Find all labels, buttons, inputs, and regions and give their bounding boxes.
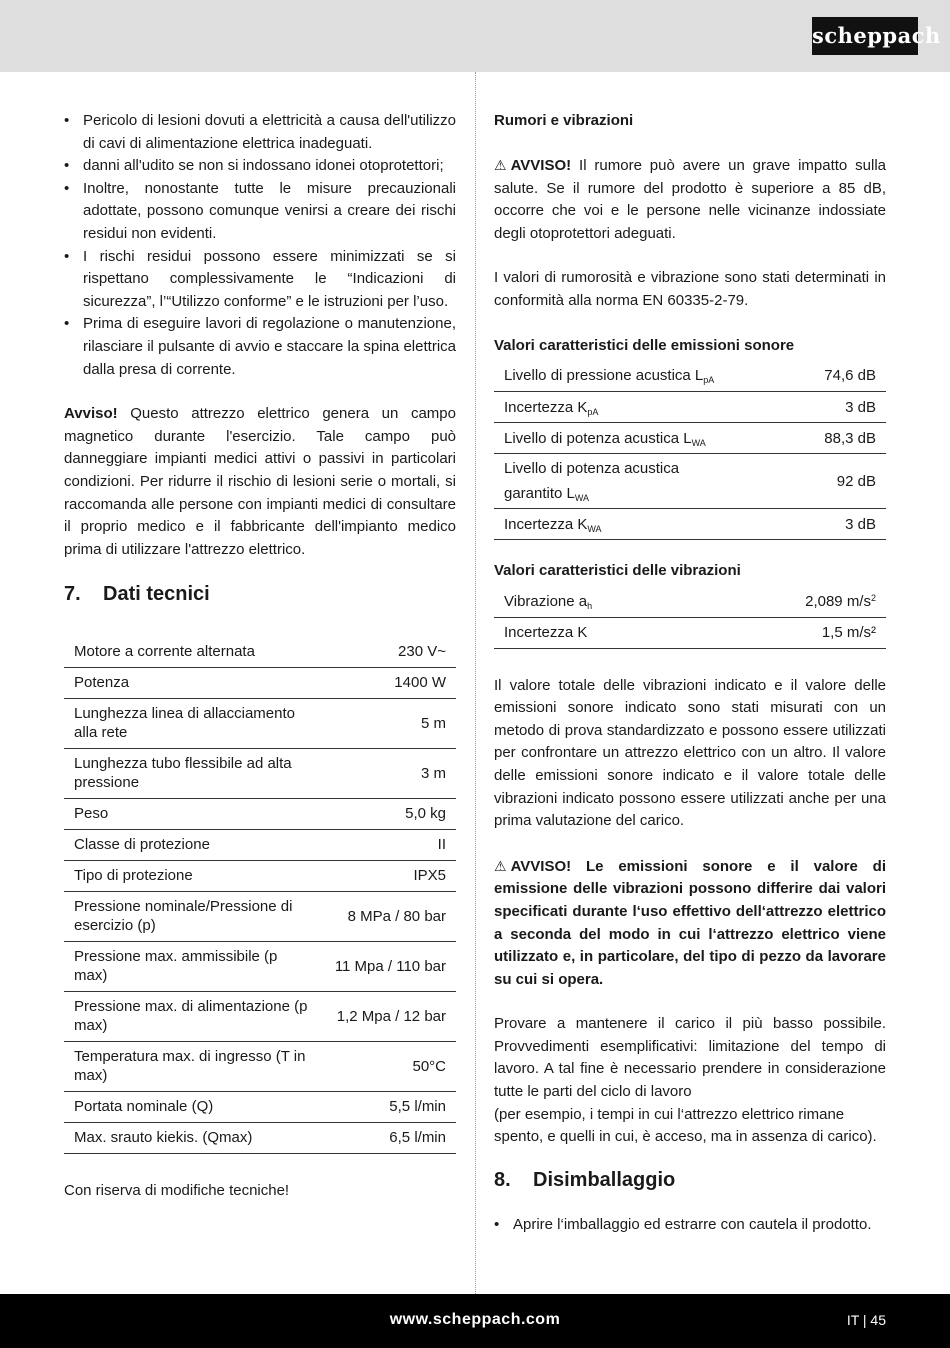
warning-triangle-icon: ⚠ — [494, 857, 507, 874]
table-row — [64, 1041, 456, 1091]
table-row — [494, 509, 886, 540]
vibration-value: 1,5 m/s² — [707, 617, 886, 648]
vibration-table — [494, 586, 886, 649]
spec-value: 1,2 Mpa / 12 bar — [325, 991, 456, 1041]
warning-label: AVVISO! — [510, 157, 572, 174]
technical-changes-note: Con riserva di modifiche tecniche! — [64, 1181, 290, 1199]
sound-value: 88,3 dB — [793, 423, 886, 454]
spec-label: Portata nominale (Q) — [64, 1091, 325, 1122]
sound-value: 3 dB — [793, 509, 886, 540]
spec-value: IPX5 — [325, 860, 456, 891]
column-divider — [475, 72, 476, 1294]
section-7-heading — [64, 583, 456, 606]
vibration-label: Vibrazione $a_h$ — [494, 586, 707, 617]
spec-value: II — [325, 829, 456, 860]
sound-label: Livello di potenza acustica garantito $L_{WA}$ — [494, 454, 793, 509]
sound-emission-table — [494, 361, 886, 541]
table-row — [64, 748, 456, 798]
section-number: 8. — [494, 1168, 511, 1191]
spec-label: Lunghezza linea di allacciamento alla rete — [64, 698, 325, 748]
spec-label: Pressione max. ammissibile (p max) — [64, 941, 325, 991]
table-row — [494, 617, 886, 648]
vibration-value: 2,089 $m/s^2$ — [707, 586, 886, 617]
vibration-label: Incertezza K — [494, 617, 707, 648]
warning-text: Il rumore può avere un grave impatto sulla salute. Se il rumore del prodotto è superiore a 85 dB, occorre che voi e le persone nelle vicinanze indossiate degli otoprotettori adeguati. — [494, 157, 886, 242]
table-row — [64, 798, 456, 829]
list-item: • Prima di eseguire lavori di regolazione o manutenzione, rilasciare il pulsante di avvio e staccare la spina elettrica dalla presa di corrente. — [64, 313, 456, 381]
table-row — [64, 698, 456, 748]
sound-emission-heading: Valori caratteristici delle emissioni sonore — [494, 336, 795, 354]
spec-label: Max. srauto kiekis. (Qmax) — [64, 1122, 325, 1153]
section-number: 7. — [64, 583, 81, 606]
spec-label: Tipo di protezione — [64, 860, 325, 891]
section-title: Dati tecnici — [103, 583, 210, 606]
table-row — [494, 392, 886, 423]
spec-value: 8 MPa / 80 bar — [325, 891, 456, 941]
spec-label: Peso — [64, 798, 325, 829]
section-title: Disimballaggio — [533, 1168, 676, 1191]
list-item: • danni all'udito se non si indossano idonei otoprotettori; — [64, 155, 456, 178]
sound-label: Incertezza $K_{WA}$ — [494, 509, 793, 540]
noise-vibration-heading: Rumori e vibrazioni — [494, 112, 634, 129]
spec-value: 5,0 kg — [325, 798, 456, 829]
list-item: • Pericolo di lesioni dovuti a elettricità a causa dell'utilizzo di cavi di alimentazione elettrica inadeguati. — [64, 110, 456, 155]
load-reduction-text: Provare a mantenere il carico il più basso possibile. Provvedimenti esemplificativi: limitazione del tempo di lavoro. A tal fine è necessario prendere in considerazione tutte le parti del ciclo di lavoro — [494, 1015, 886, 1101]
sound-label: Incertezza $K_{pA}$ — [494, 392, 793, 423]
spec-value: 11 Mpa / 110 bar — [325, 941, 456, 991]
list-item: • Aprire l‘imballaggio ed estrarre con cautela il prodotto. — [494, 1214, 886, 1237]
page-footer — [0, 1294, 950, 1348]
table-row — [64, 860, 456, 891]
table-row — [64, 991, 456, 1041]
right-column — [494, 110, 886, 1236]
spec-label: Pressione max. di alimentazione (p max) — [64, 991, 325, 1041]
technical-data-table — [64, 636, 456, 1154]
emission-warning — [494, 855, 886, 992]
spec-label: Pressione nominale/Pressione di esercizio (p) — [64, 891, 325, 941]
sound-value: 74,6 dB — [793, 361, 886, 392]
conformity-text: I valori di rumorosità e vibrazione sono stati determinati in conformità alla norma EN 60335-2-79. — [494, 269, 886, 309]
spec-label: Lunghezza tubo flessibile ad alta pressione — [64, 748, 325, 798]
table-row — [64, 1122, 456, 1153]
spec-value: 50°C — [325, 1041, 456, 1091]
warning-label: AVVISO! — [510, 857, 572, 875]
spec-label: Motore a corrente alternata — [64, 636, 325, 667]
table-row — [494, 586, 886, 617]
website-url[interactable]: www.scheppach.com — [389, 1311, 561, 1328]
spec-label: Potenza — [64, 667, 325, 698]
spec-value: 5 m — [325, 698, 456, 748]
table-row — [494, 423, 886, 454]
table-row — [64, 636, 456, 667]
section-8-heading — [494, 1169, 886, 1192]
spec-value: 6,5 l/min — [325, 1122, 456, 1153]
residual-risks-list — [64, 110, 456, 381]
unpacking-list — [494, 1214, 886, 1237]
left-column — [64, 110, 456, 1202]
notice-label: Avviso! — [64, 405, 118, 423]
load-reduction-example: (per esempio, i tempi in cui l‘attrezzo elettrico rimane spento, e quelli in cui, è acceso, ma in assenza di carico). — [494, 1105, 877, 1146]
spec-value: 5,5 l/min — [325, 1091, 456, 1122]
table-row — [64, 1091, 456, 1122]
table-row — [64, 667, 456, 698]
warning-triangle-icon: ⚠ — [494, 157, 507, 173]
table-row — [494, 454, 886, 509]
scheppach-logo: scheppach — [812, 17, 918, 55]
list-item: • I rischi residui possono essere minimizzati se si rispettano complessivamente le “Indicazioni di sicurezza”, l’“Utilizzo conforme” e le istruzioni per l’uso. — [64, 246, 456, 314]
sound-label: Livello di pressione acustica $L_{pA}$ — [494, 361, 793, 392]
page-number: IT | 45 — [846, 1312, 886, 1328]
spec-value: 1400 W — [325, 667, 456, 698]
spec-value: 230 V~ — [325, 636, 456, 667]
notice-text: Questo attrezzo elettrico genera un campo magnetico durante l'esercizio. Tale campo può danneggiare impianti medici attivi o passivi in particolari condizioni. Per ridurre il rischio di lesioni serie o mortali, si raccomanda alle persone con impianti medici di consultare il proprio medico e il fabbricante dell'impianto medico prima di utilizzare l'attrezzo elettrico. — [64, 405, 456, 558]
sound-label: Livello di potenza acustica $L_{WA}$ — [494, 423, 793, 454]
warning-text: Le emissioni sonore e il valore di emissione delle vibrazioni possono differire dai valori specificati durante l‘uso effettivo dell‘attrezzo elettrico a seconda del modo in cui l‘attrezzo elettrico viene utilizzato e, in particolare, del tipo di pezzo da lavorare su cui si opera. — [494, 857, 886, 988]
table-row — [64, 891, 456, 941]
magnetic-field-notice — [64, 403, 456, 561]
table-row — [494, 361, 886, 392]
spec-label: Classe di protezione — [64, 829, 325, 860]
noise-warning — [494, 154, 886, 245]
page-header — [0, 0, 950, 72]
sound-value: 92 dB — [793, 454, 886, 509]
vibration-heading: Valori caratteristici delle vibrazioni — [494, 562, 741, 580]
spec-label: Temperatura max. di ingresso (T in max) — [64, 1041, 325, 1091]
vibration-description: Il valore totale delle vibrazioni indicato e il valore delle emissioni sonore indicato sono stati misurati con un metodo di prova standardizzato e possono essere utilizzati per confrontare un attrezzo elettrico con un altro. Il valore delle emissioni sonore indicato e il valore totale delle vibrazioni indicato possono essere utilizzati anche per una prima valutazione del carico. — [494, 676, 886, 830]
sound-value: 3 dB — [793, 392, 886, 423]
list-item: • Inoltre, nonostante tutte le misure precauzionali adottate, possono comunque venirsi a creare dei rischi residui non evidenti. — [64, 178, 456, 246]
spec-value: 3 m — [325, 748, 456, 798]
table-row — [64, 829, 456, 860]
table-row — [64, 941, 456, 991]
